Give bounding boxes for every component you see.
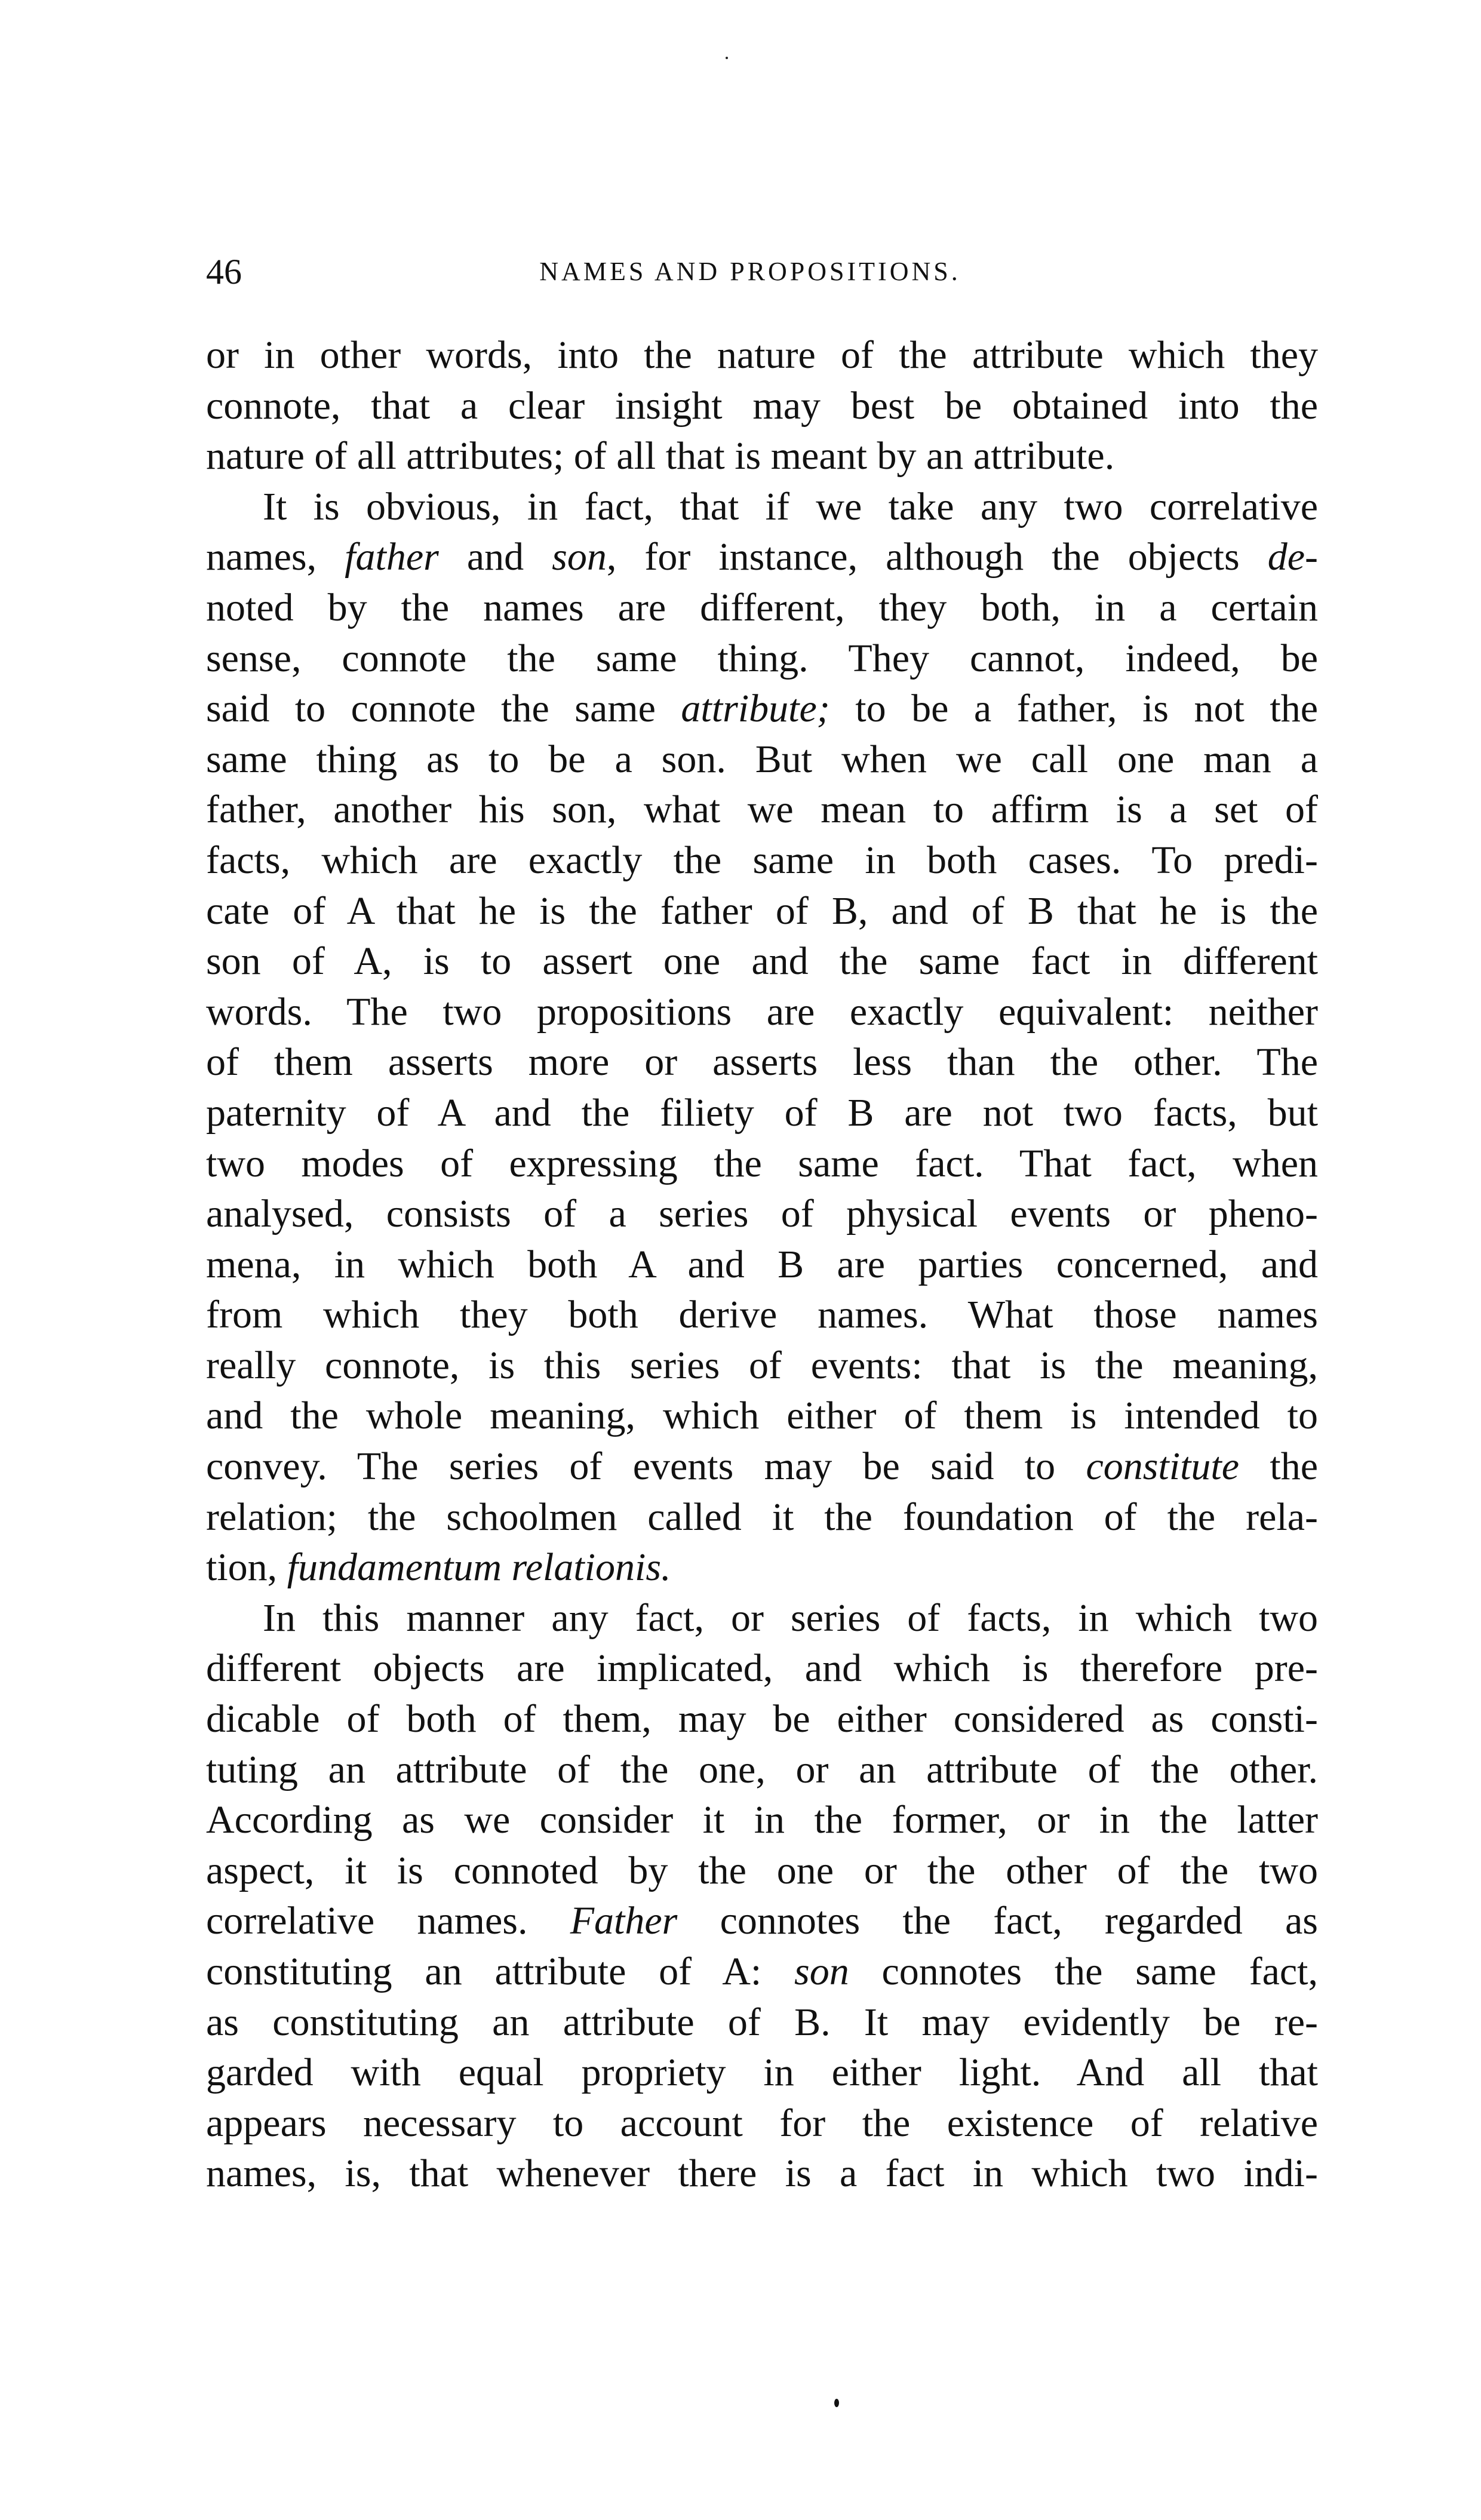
line-content <box>206 1139 1318 1190</box>
line-text: words. The two propositions are exactly equivalent: neither <box>206 989 1318 1034</box>
line-content <box>206 1643 1318 1694</box>
italic-term: de- <box>1267 535 1318 579</box>
line-content <box>206 684 1318 735</box>
text-line <box>206 634 1318 684</box>
line-text: two modes of expressing the same fact. That fact, when <box>206 1141 1318 1185</box>
line-content <box>206 1846 1318 1897</box>
line-text: of them asserts more or asserts less than the other. The <box>206 1040 1318 1084</box>
line-text: convey. The series of events may be said to <box>206 1445 1086 1489</box>
italic-term: father <box>345 535 439 579</box>
line-text: tion, <box>206 1545 287 1590</box>
line-content <box>206 532 1318 583</box>
line-content <box>206 1341 1318 1391</box>
line-content <box>206 886 1318 937</box>
line-text: said to connote the same <box>206 687 681 731</box>
line-text: different objects are implicated, and which is therefore pre- <box>206 1646 1318 1691</box>
italic-term: fundamentum relationis. <box>287 1545 671 1590</box>
line-text: sense, connote the same thing. They cannot, indeed, be <box>206 636 1318 680</box>
line-text: garded with equal propriety in either light. And all that <box>206 2051 1318 2095</box>
line-content <box>206 835 1318 886</box>
line-text: and the whole meaning, which either of them is intended to <box>206 1394 1318 1438</box>
line-text: father, another his son, what we mean to affirm is a set of <box>206 788 1318 832</box>
line-text: It is obvious, in fact, that if we take any two correlative <box>263 484 1318 528</box>
text-line <box>206 835 1318 886</box>
paragraph-first-line <box>206 482 1318 533</box>
line-content <box>206 2098 1318 2149</box>
line-content <box>206 785 1318 835</box>
line-content <box>206 583 1318 634</box>
line-text: son of A, is to assert one and the same fact in different <box>206 939 1318 984</box>
text-line <box>206 1290 1318 1341</box>
scan-dot <box>834 2399 839 2407</box>
line-text: relation; the schoolmen called it the foundation of the rela- <box>206 1495 1318 1539</box>
text-line <box>206 886 1318 937</box>
italic-term: attribute; <box>681 687 830 731</box>
line-text: In this manner any fact, or series of facts, in which two <box>263 1596 1318 1640</box>
text-line <box>206 1997 1318 2048</box>
line-text: connotes the fact, regarded as <box>677 1899 1318 1943</box>
line-text: to be a father, is not the <box>829 687 1318 731</box>
text-line <box>206 2098 1318 2149</box>
text-line <box>206 2149 1318 2199</box>
line-content <box>206 1189 1318 1240</box>
line-text: nature of all attributes; of all that is meant by an attribute. <box>206 434 1115 478</box>
line-text: as constituting an attribute of B. It may evidently be re- <box>206 2000 1318 2044</box>
line-content <box>263 1593 1318 1644</box>
line-text: facts, which are exactly the same in both cases. To predi- <box>206 838 1318 882</box>
line-text: connotes the same fact, <box>849 1950 1318 1993</box>
line-content <box>206 1997 1318 2048</box>
line-text: tuting an attribute of the one, or an attribute of the other. <box>206 1747 1318 1791</box>
running-head: NAMES AND PROPOSITIONS. <box>539 257 961 286</box>
line-content <box>263 482 1318 533</box>
text-line <box>206 684 1318 735</box>
line-text: aspect, it is connoted by the one or the other of the two <box>206 1848 1318 1892</box>
line-text: According as we consider it in the former, or in the latter <box>206 1798 1318 1842</box>
line-content <box>206 1795 1318 1846</box>
text-line <box>206 1037 1318 1088</box>
line-content <box>206 936 1318 987</box>
line-content <box>206 1542 1318 1593</box>
text-line <box>206 532 1318 583</box>
line-text: same thing as to be a son. But when we call one man a <box>206 737 1318 781</box>
line-content <box>206 381 1318 432</box>
line-content <box>206 1745 1318 1796</box>
text-line <box>206 1542 1318 1593</box>
line-content <box>206 2149 1318 2199</box>
running-header <box>206 248 1318 296</box>
text-line <box>206 735 1318 785</box>
line-text: really connote, is this series of events: that is the meaning, <box>206 1343 1318 1387</box>
text-line <box>206 1694 1318 1745</box>
line-content <box>206 634 1318 684</box>
line-content <box>206 1442 1318 1492</box>
italic-term: son <box>794 1950 849 1993</box>
italic-term: constitute <box>1086 1445 1240 1489</box>
line-content <box>206 431 1318 482</box>
line-text: names, is, that whenever there is a fact in which two indi- <box>206 2152 1318 2196</box>
line-content <box>206 2048 1318 2098</box>
text-line <box>206 1643 1318 1694</box>
line-text: mena, in which both A and B are parties concerned, and <box>206 1242 1318 1286</box>
line-text: paternity of A and the filiety of B are not two facts, but <box>206 1090 1318 1135</box>
text-line <box>206 330 1318 381</box>
line-content <box>206 1492 1318 1543</box>
line-text: and <box>438 535 552 579</box>
text-line <box>206 1492 1318 1543</box>
line-text: the <box>1239 1445 1319 1489</box>
line-text: noted by the names are different, they both, in a certain <box>206 585 1318 629</box>
text-line <box>206 1240 1318 1290</box>
text-line <box>206 987 1318 1038</box>
line-content <box>206 330 1318 381</box>
text-line <box>206 431 1318 482</box>
text-line <box>206 1139 1318 1190</box>
line-text: connote, that a clear insight may best be obtained into the <box>206 383 1318 428</box>
text-line <box>206 381 1318 432</box>
italic-term: son <box>552 535 607 579</box>
text-line <box>206 2048 1318 2098</box>
line-text: , for instance, although the objects <box>606 535 1268 579</box>
line-content <box>206 1391 1318 1442</box>
text-line <box>206 1745 1318 1796</box>
scan-speck <box>726 57 728 59</box>
line-content <box>206 987 1318 1038</box>
line-text: constituting an attribute of A: <box>206 1950 795 1993</box>
line-content <box>206 1947 1318 1997</box>
page-number: 46 <box>206 252 242 291</box>
text-line <box>206 1088 1318 1139</box>
line-text: names, <box>206 535 345 579</box>
text-line <box>206 1189 1318 1240</box>
body-text <box>206 330 1318 2199</box>
italic-term: Father <box>570 1899 678 1943</box>
line-content <box>206 735 1318 785</box>
text-line <box>206 936 1318 987</box>
paragraph-first-line <box>206 1593 1318 1644</box>
text-line <box>206 1947 1318 1997</box>
text-line <box>206 1896 1318 1947</box>
text-line <box>206 583 1318 634</box>
line-text: from which they both derive names. What those names <box>206 1293 1318 1337</box>
text-line <box>206 1391 1318 1442</box>
text-line <box>206 785 1318 835</box>
line-content <box>206 1088 1318 1139</box>
line-text: correlative names. <box>206 1899 570 1943</box>
text-line <box>206 1442 1318 1492</box>
line-content <box>206 1240 1318 1290</box>
line-text: appears necessary to account for the existence of relative <box>206 2101 1318 2145</box>
line-content <box>206 1037 1318 1088</box>
line-content <box>206 1896 1318 1947</box>
line-text: cate of A that he is the father of B, and of B that he is the <box>206 889 1318 933</box>
line-text: or in other words, into the nature of the attribute which they <box>206 333 1318 377</box>
line-text: analysed, consists of a series of physical events or pheno- <box>206 1192 1318 1236</box>
line-content <box>206 1290 1318 1341</box>
text-line <box>206 1341 1318 1391</box>
text-line <box>206 1795 1318 1846</box>
line-content <box>206 1694 1318 1745</box>
text-line <box>206 1846 1318 1897</box>
line-text: dicable of both of them, may be either considered as consti- <box>206 1697 1318 1741</box>
